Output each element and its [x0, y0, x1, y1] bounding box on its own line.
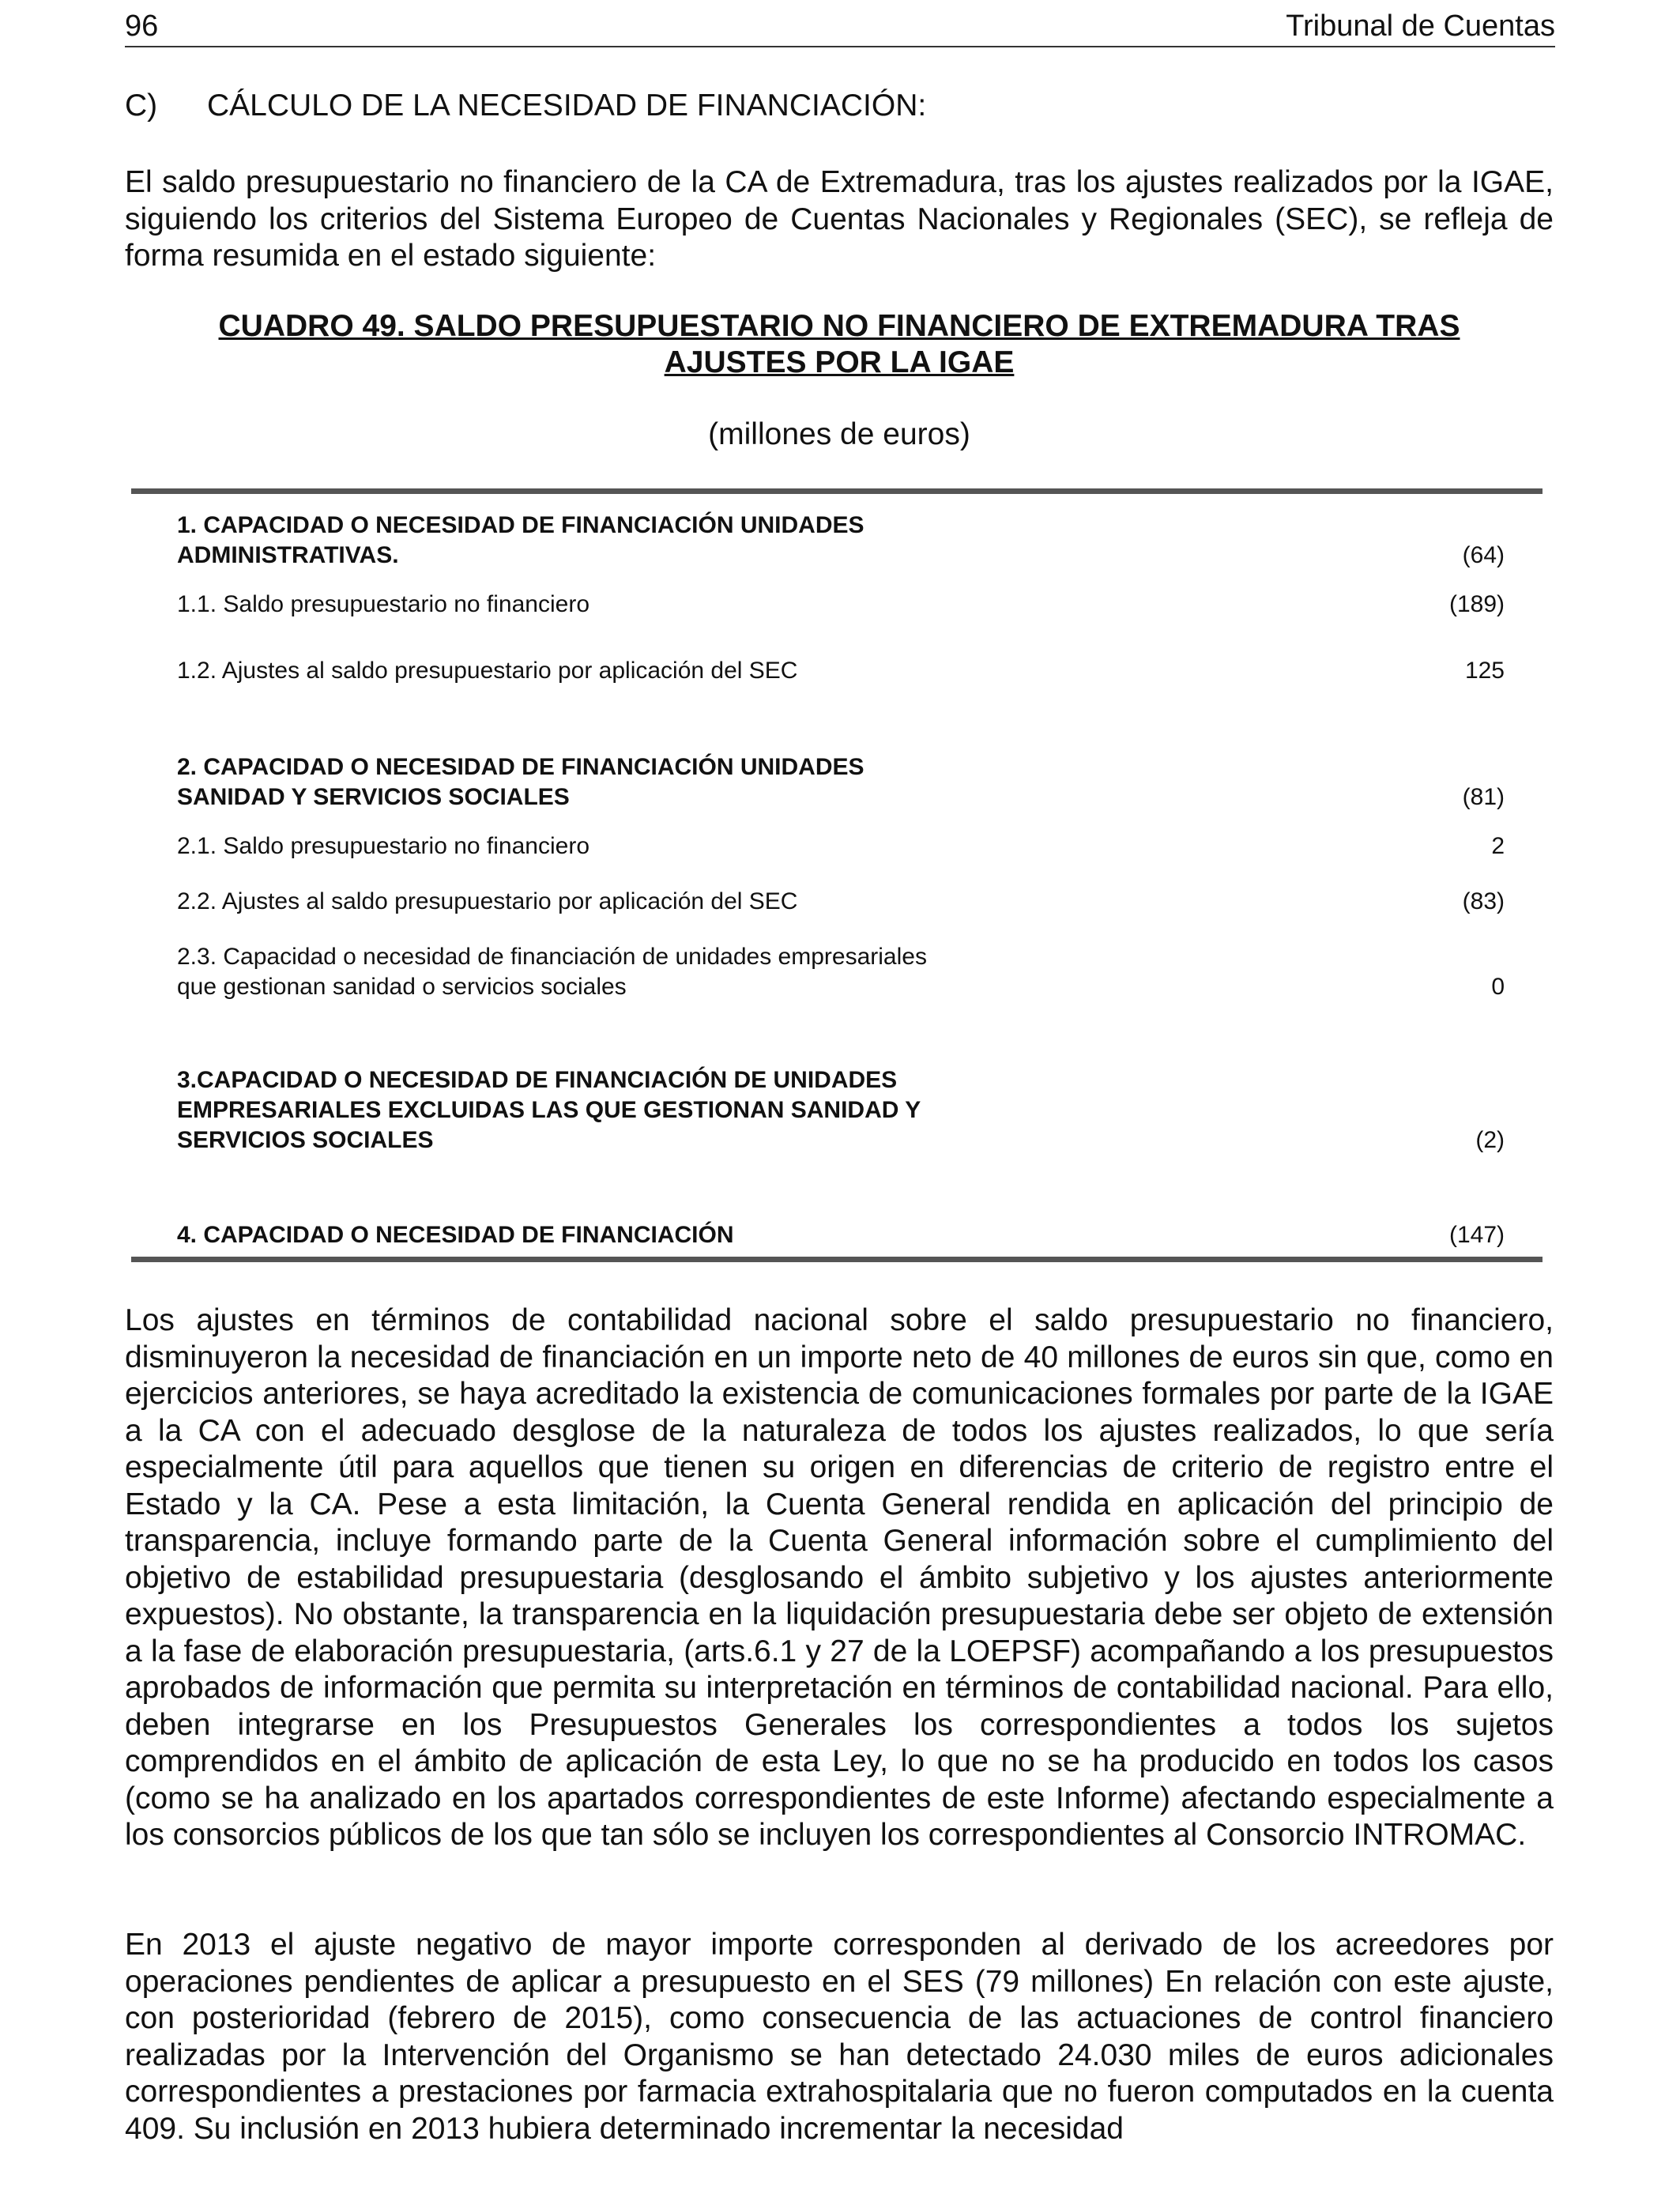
header-organization: Tribunal de Cuentas: [1286, 9, 1555, 43]
section-title: CÁLCULO DE LA NECESIDAD DE FINANCIACIÓN:: [207, 89, 927, 123]
intro-paragraph: El saldo presupuestario no financiero de la CA de Extremadura, tras los ajustes realizados por la IGAE, siguiendo los criterios del Sistema Europeo de Cuentas Nacionales y Regionales (SEC), se refleja de forma resumida en el estado siguiente:: [125, 165, 1554, 273]
row-label: 2.1. Saldo presupuestario no financiero: [177, 833, 590, 859]
row-value: 2: [1491, 833, 1505, 859]
table-title: [125, 308, 1554, 381]
body-paragraph-adjustments: Los ajustes en términos de contabilidad nacional sobre el saldo presupuestario no financiero, disminuyeron la necesidad de financiación en un importe neto de 40 millones de euros sin que, como en ejercicios anteriores, se haya acreditado la existencia de comunicaciones formales por parte de la IGAE a la CA con el adecuado desglose de la naturaleza de todos los ajustes realizados, lo que sería especialmente útil para aquellos que tienen su origen en diferencias de criterio de registro entre el Estado y la CA. Pese a esta limitación, la Cuenta General rendida en aplicación del principio de transparencia, incluye formando parte de la Cuenta General información sobre el cumplimiento del objetivo de estabilidad presupuestaria (desglosando el ámbito subjetivo y los ajustes anteriormente expuestos). No obstante, la transparencia en la liquidación presupuestaria debe ser objeto de extensión a la fase de elaboración presupuestaria, (arts.6.1 y 27 de la LOEPSF) acompañando a los presupuestos aprobados de información que permita su interpretación en términos de contabilidad nacional. Para ello, deben integrarse en los Presupuestos Generales los correspondientes a todos los sujetos comprendidos en el ámbito de aplicación de esta Ley, lo que no se ha producido en todos los casos (como se ha analizado en los apartados correspondientes de este Informe) afectando especialmente a los consorcios públicos de los que tan sólo se incluyen los correspondientes al Consorcio INTROMAC.: [125, 1303, 1554, 1852]
table-row-1: [177, 511, 1505, 571]
row-label: 2. CAPACIDAD O NECESIDAD DE FINANCIACIÓN UNIDADES SANIDAD Y SERVICIOS SOCIALES: [177, 754, 864, 810]
table-row-3: [177, 1065, 1505, 1155]
row-value: (83): [1462, 888, 1505, 914]
table-title-line-2: AJUSTES POR LA IGAE: [664, 345, 1015, 379]
row-label: 2.3. Capacidad o necesidad de financiación de unidades empresariales que gestionan sanidad o servicios sociales: [177, 944, 927, 1000]
row-label: 1.1. Saldo presupuestario no financiero: [177, 591, 590, 617]
table-row-4: [177, 1220, 1505, 1250]
table-row-1-2: [177, 656, 1505, 686]
row-label: 1. CAPACIDAD O NECESIDAD DE FINANCIACIÓN UNIDADES ADMINISTRATIVAS.: [177, 512, 864, 568]
table-bottom-rule: [131, 1257, 1543, 1262]
row-value: (2): [1475, 1127, 1505, 1153]
page-header: [125, 6, 1555, 47]
table-units: (millones de euros): [708, 417, 970, 451]
row-label: 2.2. Ajustes al saldo presupuestario por aplicación del SEC: [177, 888, 798, 914]
row-label: 1.2. Ajustes al saldo presupuestario por aplicación del SEC: [177, 658, 798, 684]
section-heading: [125, 89, 926, 123]
section-letter: C): [125, 89, 158, 123]
row-value: (189): [1448, 591, 1505, 617]
table-title-line-1: CUADRO 49. SALDO PRESUPUESTARIO NO FINANCIERO DE EXTREMADURA TRAS: [218, 309, 1460, 343]
body-paragraph-2013: En 2013 el ajuste negativo de mayor importe corresponden al derivado de los acreedores por operaciones pendientes de aplicar a presupuesto en el SES (79 millones) En relación con este ajuste, con posterioridad (febrero de 2015), como consecuencia de las actuaciones de control financiero realizadas por la Intervención del Organismo se han detectado 24.030 miles de euros adicionales correspondientes a prestaciones por farmacia extrahospitalaria que no fueron computados en la cuenta 409. Su inclusión en 2013 hubiera determinado incrementar la necesidad: [125, 1928, 1554, 2146]
table-row-2: [177, 752, 1505, 812]
table-row-2-1: [177, 831, 1505, 861]
row-value: (64): [1462, 542, 1505, 568]
row-value: (81): [1462, 784, 1505, 810]
row-label: 3.CAPACIDAD O NECESIDAD DE FINANCIACIÓN DE UNIDADES EMPRESARIALES EXCLUIDAS LAS QUE GESTIONAN SANIDAD Y SERVICIOS SOCIALES: [177, 1067, 921, 1153]
table-top-rule: [131, 488, 1543, 494]
row-value: 0: [1491, 974, 1505, 1000]
page-number: 96: [125, 9, 159, 43]
table-row-1-1: [177, 590, 1505, 620]
table-row-2-2: [177, 887, 1505, 917]
table-row-2-3: [177, 942, 1505, 1002]
row-value: 125: [1464, 658, 1505, 684]
row-value: (147): [1448, 1222, 1505, 1248]
row-label: 4. CAPACIDAD O NECESIDAD DE FINANCIACIÓN: [177, 1222, 734, 1248]
